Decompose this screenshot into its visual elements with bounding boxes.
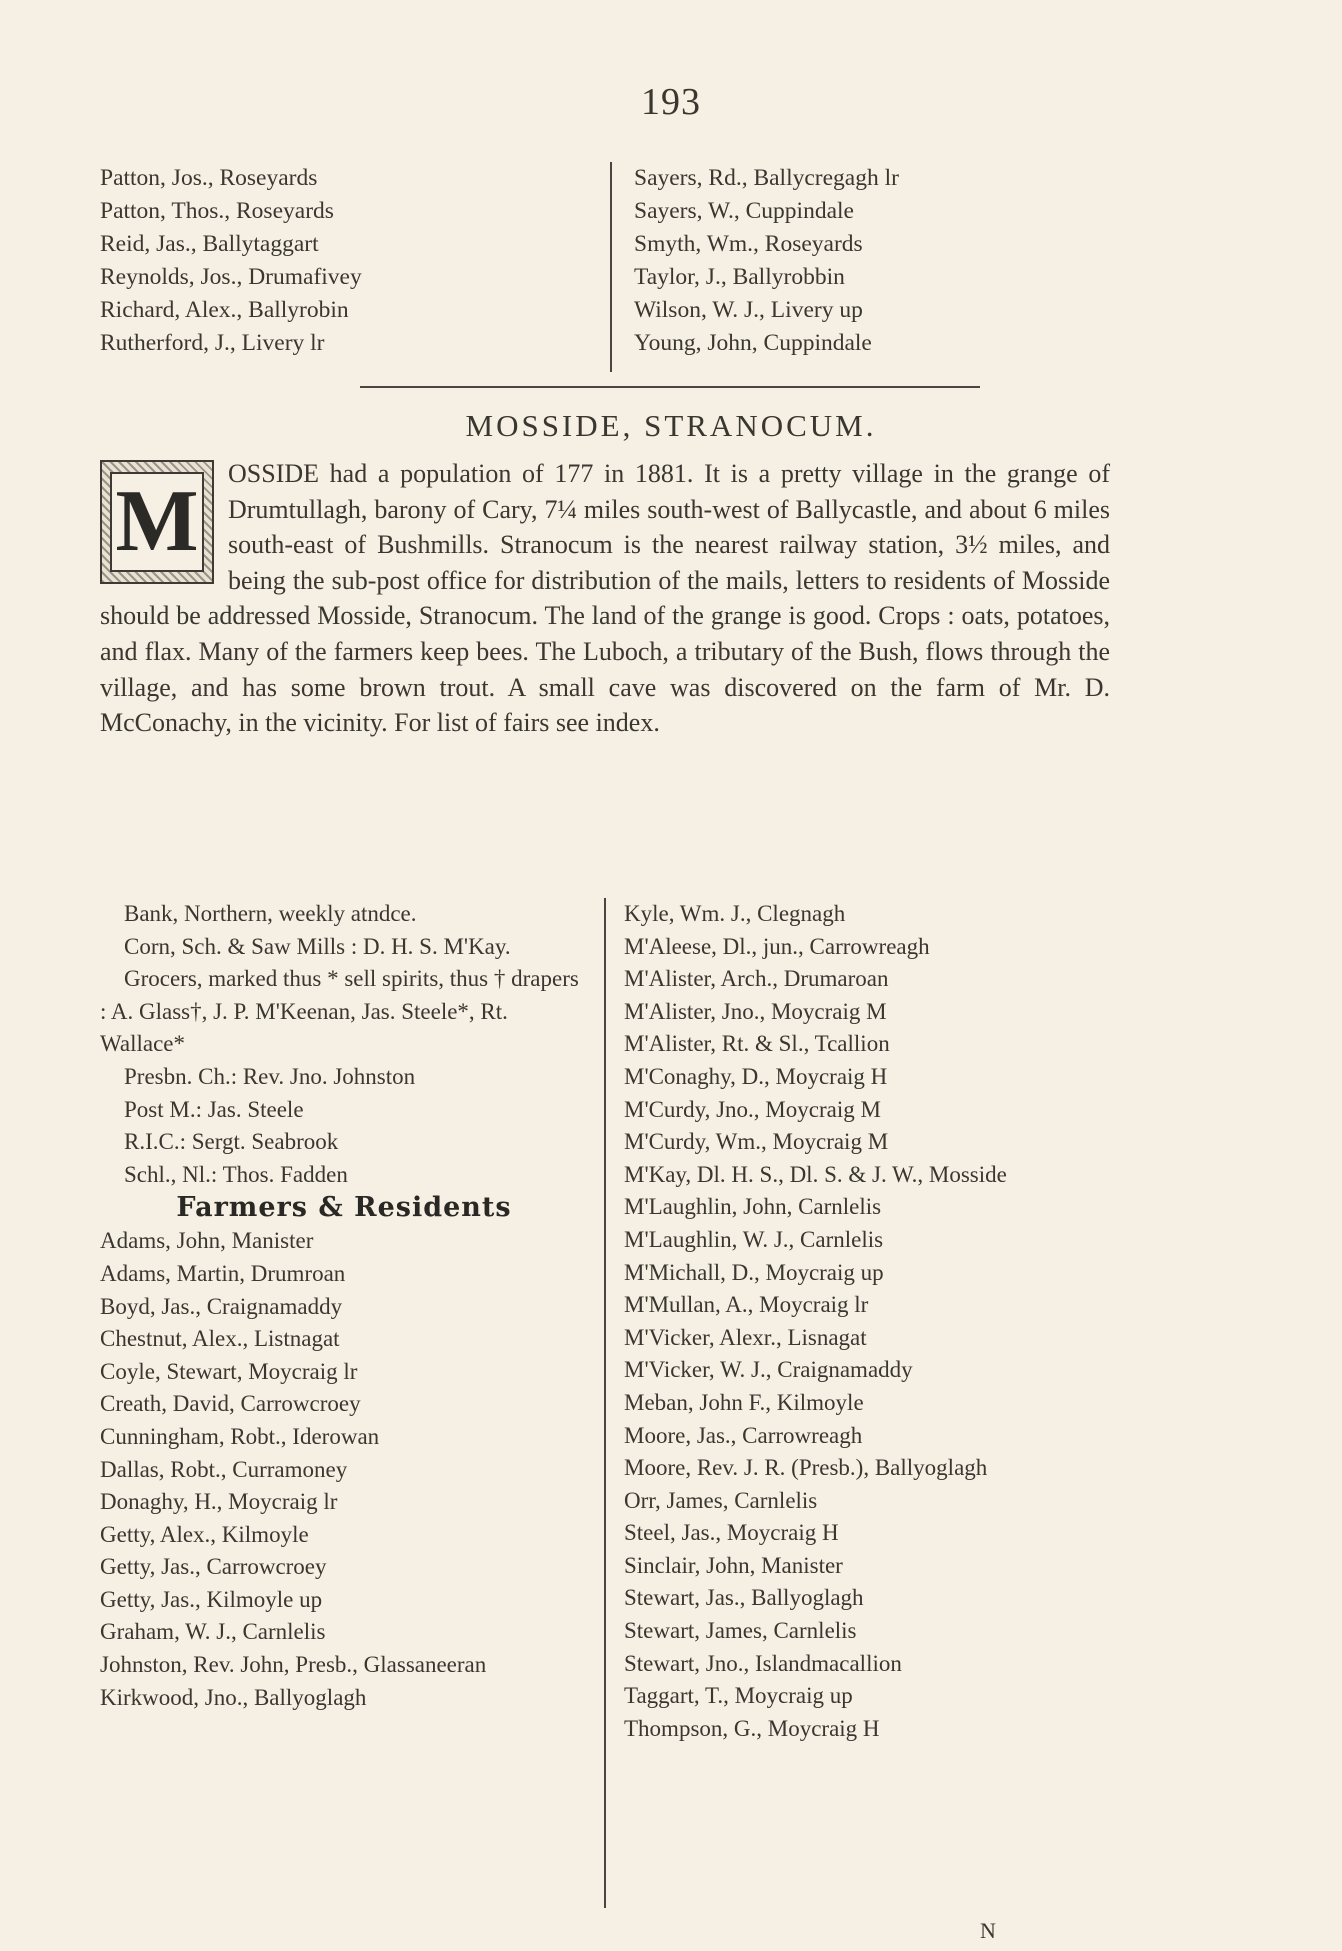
resident-entry: M'Curdy, Wm., Moycraig M [624, 1129, 889, 1155]
info-entry: Grocers, marked thus * sell spirits, thus † drapers : A. Glass†, J. P. M'Keenan, Jas. Steele*, Rt. Wallace* [100, 966, 579, 1057]
resident-entry: Meban, John F., Kilmoyle [624, 1389, 864, 1415]
directory-entry: Richard, Alex., Ballyrobin [100, 297, 349, 323]
resident-entry: M'Kay, Dl. H. S., Dl. S. & J. W., Mosside [624, 1161, 1007, 1187]
resident-entry: M'Alister, Arch., Drumaroan [624, 966, 889, 992]
intro-text: OSSIDE had a population of 177 in 1881. It is a pretty village in the grange of Drumtullagh, barony of Cary, 7¼ miles south-west of Ballycastle, and about 6 miles south-east of Bushmills. Stranocum is the nearest railway station, 3½ miles, and being the sub-post office for distribution of the mails, letters to residents of Mosside should be addressed Mosside, Stranocum. The land of the grange is good. Crops : oats, potatoes, and flax. Many of the farmers keep bees. The Luboch, a tributary of the Bush, flows through the village, and has some brown trout. A small cave was discovered on the farm of Mr. D. McConachy, in the vicinity. For list of fairs see index. [100, 459, 1110, 738]
resident-entry: M'Vicker, Alexr., Lisnagat [624, 1324, 867, 1350]
directory-entry: Reid, Jas., Ballytaggart [100, 231, 319, 257]
resident-entry: Sinclair, John, Manister [624, 1552, 843, 1578]
info-entry: Bank, Northern, weekly atndce. [124, 901, 417, 926]
resident-entry: Graham, W. J., Carnlelis [100, 1619, 326, 1645]
directory-entry: Young, John, Cuppindale [634, 330, 872, 356]
directory-entry: Patton, Jos., Roseyards [100, 165, 318, 191]
resident-entry: Getty, Jas., Kilmoyle up [100, 1586, 323, 1612]
directory-entry: Wilson, W. J., Livery up [634, 297, 863, 323]
resident-entry: M'Mullan, A., Moycraig lr [624, 1292, 869, 1318]
bottom-right-column [604, 898, 1144, 1908]
resident-entry: Kyle, Wm. J., Clegnagh [624, 901, 846, 926]
resident-entry: Moore, Rev. J. R. (Presb.), Ballyoglagh [624, 1455, 988, 1481]
resident-entry: Creath, David, Carrowcroey [100, 1391, 361, 1417]
resident-entry: Boyd, Jas., Craignamaddy [100, 1293, 343, 1319]
resident-entry: Orr, James, Carnlelis [624, 1487, 818, 1513]
directory-entry: Reynolds, Jos., Drumafivey [100, 264, 362, 290]
info-entry: Presbn. Ch.: Rev. Jno. Johnston [124, 1063, 416, 1089]
resident-entry: Stewart, James, Carnlelis [624, 1618, 857, 1644]
resident-entry: Taggart, T., Moycraig up [624, 1683, 853, 1709]
resident-entry: Cunningham, Robt., Iderowan [100, 1423, 380, 1449]
section-divider [360, 386, 980, 388]
resident-entry: Adams, Martin, Drumroan [100, 1260, 346, 1286]
info-entry: Post M.: Jas. Steele [124, 1096, 304, 1122]
resident-entry: Chestnut, Alex., Listnagat [100, 1326, 340, 1352]
page-number: 193 [641, 81, 701, 123]
directory-entry: Smyth, Wm., Roseyards [634, 231, 863, 257]
resident-entry: Kirkwood, Jno., Ballyoglagh [100, 1684, 367, 1710]
resident-entry: Dallas, Robt., Curramoney [100, 1456, 348, 1482]
directory-entry: Patton, Thos., Roseyards [100, 198, 334, 224]
resident-entry: M'Aleese, Dl., jun., Carrowreagh [624, 933, 930, 959]
resident-entry: Adams, John, Manister [100, 1228, 314, 1254]
top-left-column [100, 162, 610, 372]
resident-entry: Coyle, Stewart, Moycraig lr [100, 1358, 358, 1384]
dropcap-ornament [100, 460, 214, 584]
resident-entry: Donaghy, H., Moycraig lr [100, 1489, 338, 1515]
top-right-column [610, 162, 1144, 372]
info-entry: Schl., Nl.: Thos. Fadden [124, 1161, 348, 1187]
resident-entry: Thompson, G., Moycraig H [624, 1715, 880, 1741]
dropcap-letter: M [110, 472, 204, 572]
top-directory-columns [100, 162, 1160, 372]
resident-entry: M'Vicker, W. J., Craignamaddy [624, 1357, 913, 1383]
directory-entry: Sayers, W., Cuppindale [634, 198, 854, 224]
signature-mark: N [980, 1918, 996, 1943]
resident-entry: Stewart, Jno., Islandmacallion [624, 1650, 902, 1676]
info-list [100, 898, 588, 1191]
resident-entry: Stewart, Jas., Ballyoglagh [624, 1585, 864, 1611]
resident-entry: M'Curdy, Jno., Moycraig M [624, 1096, 881, 1122]
bottom-left-column [100, 898, 604, 1908]
left-residents-list [100, 1225, 588, 1714]
resident-entry: Johnston, Rev. John, Presb., Glassaneeran [100, 1652, 487, 1678]
resident-entry: Getty, Alex., Kilmoyle [100, 1521, 309, 1547]
resident-entry: M'Laughlin, W. J., Carnlelis [624, 1226, 884, 1252]
resident-entry: M'Conaghy, D., Moycraig H [624, 1063, 888, 1089]
directory-entry: Taylor, J., Ballyrobbin [634, 264, 845, 290]
intro-paragraph [100, 456, 1110, 741]
directory-entry: Sayers, Rd., Ballycregagh lr [634, 165, 899, 191]
resident-entry: M'Michall, D., Moycraig up [624, 1259, 884, 1285]
bottom-directory-columns [100, 898, 1160, 1908]
section-title: MOSSIDE, STRANOCUM. [465, 408, 877, 443]
resident-entry: M'Alister, Jno., Moycraig M [624, 998, 887, 1024]
farmers-residents-heading: Farmers & Residents [176, 1192, 512, 1224]
resident-entry: Getty, Jas., Carrowcroey [100, 1554, 327, 1580]
resident-entry: M'Alister, Rt. & Sl., Tcallion [624, 1031, 890, 1057]
info-entry: R.I.C.: Sergt. Seabrook [124, 1129, 339, 1155]
resident-entry: Moore, Jas., Carrowreagh [624, 1422, 863, 1448]
directory-entry: Rutherford, J., Livery lr [100, 330, 325, 356]
resident-entry: M'Laughlin, John, Carnlelis [624, 1194, 882, 1220]
resident-entry: Steel, Jas., Moycraig H [624, 1520, 839, 1546]
info-entry: Corn, Sch. & Saw Mills : D. H. S. M'Kay. [124, 933, 511, 959]
